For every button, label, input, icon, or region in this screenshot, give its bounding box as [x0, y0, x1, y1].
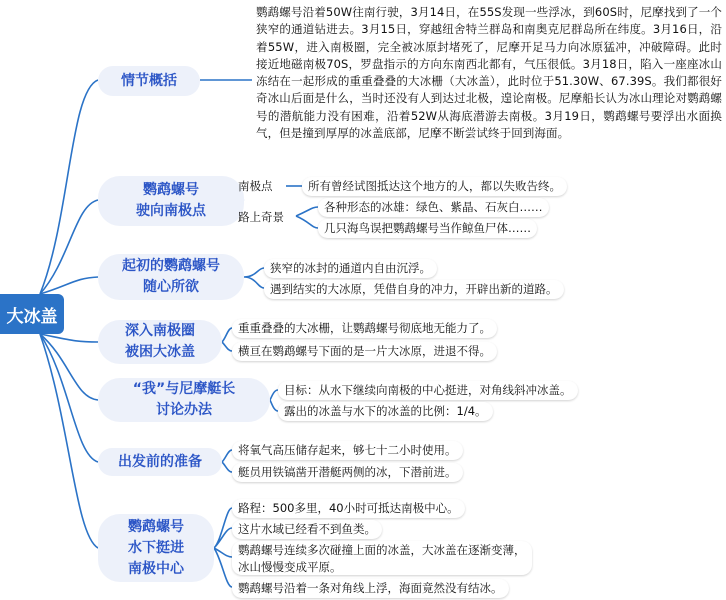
branch-label-line1: 鹦鹉螺号	[128, 518, 184, 535]
branch-preparation[interactable]	[98, 448, 222, 476]
early-item-1[interactable]: 狭窄的冰封的通道内自由沉浮。	[264, 259, 437, 278]
central-topic[interactable]: 大冰盖	[0, 294, 64, 334]
branch-label-line1: 鹦鹉螺号	[143, 182, 199, 198]
branch-underwater-advance[interactable]	[98, 514, 214, 582]
branch-discussion[interactable]	[98, 378, 270, 422]
branch-label: 出发前的准备	[118, 453, 202, 470]
branch-trapped-ice[interactable]	[98, 320, 222, 364]
road-wonders-label[interactable]: 路上奇景	[238, 210, 284, 224]
prepare-item-1[interactable]: 将氧气高压储存起来，够七十二小时使用。	[232, 441, 463, 460]
link-discuss-items	[270, 390, 278, 411]
branch-early-nautilus[interactable]	[98, 254, 244, 300]
branch-label-line2: 驶向南极点	[136, 203, 206, 219]
discuss-item-1[interactable]: 目标：从水下继续向南极的中心挺进，对角线斜冲冰盖。	[278, 381, 578, 400]
south-pole-text[interactable]: 所有曾经试图抵达这个地方的人，都以失败告终。	[302, 177, 567, 196]
link-root-plot	[40, 80, 98, 294]
link-root-trapped	[40, 334, 98, 342]
link-underwater-items	[214, 508, 232, 587]
branch-label-line2: 讨论办法	[156, 402, 212, 418]
early-item-2[interactable]: 遇到结实的大冰原，凭借自身的冲力，开辟出新的道路。	[264, 280, 564, 299]
underwater-item-1[interactable]: 路程：500多里，40小时可抵达南极中心。	[232, 499, 465, 518]
underwater-item-4[interactable]: 鹦鹉螺号沿着一条对角线上浮，海面竟然没有结冰。	[232, 579, 509, 598]
link-prepare-items	[222, 450, 232, 472]
branch-label-line1: “我”与尼摩艇长	[132, 381, 236, 397]
underwater-item-3-line1: 鹦鹉螺号连续多次碰撞上面的冰盖，大冰盖在逐渐变薄，	[238, 543, 526, 557]
trapped-item-1[interactable]: 重重叠叠的大冰栅，让鹦鹉螺号彻底地无能力了。	[232, 319, 497, 338]
underwater-item-3[interactable]	[232, 541, 532, 575]
underwater-item-3-line2: 冰山慢慢变成平原。	[238, 560, 342, 574]
road-item-2[interactable]: 几只海鸟误把鹦鹉螺号当作鲸鱼尸体……	[318, 219, 537, 238]
plot-summary-text: 鹦鹉螺号沿着50W往南行驶，3月14日，在55S发现一些浮冰，到60S时，尼摩找到了一个狭窄的通道钻进去。3月15日，穿越纽舍特兰群岛和南奥克尼群岛所在纬度。3月16日，沿着55W，进入南极圈，完全被冰原封堵死了，尼摩开足马力向冰原猛冲，冲破障碍。此时接近地磁南极70S，罗盘指示的方向东南西北都有，气压很低。3月18日，陷入一座座冰山冻结在一起形成的重重叠叠的大冰栅（大冰盖），此时位于51.30W、67.39S。我们都很好奇冰山后面是什么，当时还没有人到达过北极，遑论南极。尼摩船长认为冰山理论对鹦鹉螺号的潜航能力没有困难，沿着52W从海底潜游去南极。3月19日，鹦鹉螺号要浮出水面换气，但是撞到厚厚的冰盖底部，尼摩不断尝试终于回到海面。	[252, 4, 722, 142]
south-pole-label[interactable]: 南极点	[238, 179, 273, 193]
branch-label-line3: 南极中心	[128, 560, 184, 577]
link-root-early	[40, 277, 98, 294]
branch-label-line2: 被困大冰盖	[125, 344, 195, 360]
link-root-underwater	[40, 334, 98, 548]
underwater-item-2[interactable]: 这片水域已经看不到鱼类。	[232, 520, 382, 539]
branch-label-line1: 深入南极圈	[125, 323, 195, 339]
discuss-item-2[interactable]: 露出的冰盖与水下的冰盖的比例：1/4。	[278, 402, 493, 421]
road-item-1[interactable]: 各种形态的冰雄：绿色、紫晶、石灰白……	[318, 198, 549, 217]
link-root-south	[40, 200, 98, 294]
link-early-items	[244, 268, 264, 288]
prepare-item-2[interactable]: 艇员用铁镐凿开潜艇两侧的冰，下潜前进。	[232, 463, 463, 482]
branch-plot-summary[interactable]	[98, 66, 200, 96]
branch-to-south-pole[interactable]	[98, 176, 244, 226]
branch-label-line2: 随心所欲	[143, 279, 199, 295]
branch-label-line2: 水下挺进	[128, 539, 184, 556]
branch-label-line1: 起初的鹦鹉螺号	[122, 258, 220, 274]
link-root-discuss	[40, 334, 98, 400]
trapped-item-2[interactable]: 横亘在鹦鹉螺号下面的是一片大冰原，进退不得。	[232, 342, 497, 361]
link-trapped-items	[222, 328, 232, 351]
link-road-items	[296, 207, 318, 228]
branch-label: 情节概括	[121, 72, 177, 89]
